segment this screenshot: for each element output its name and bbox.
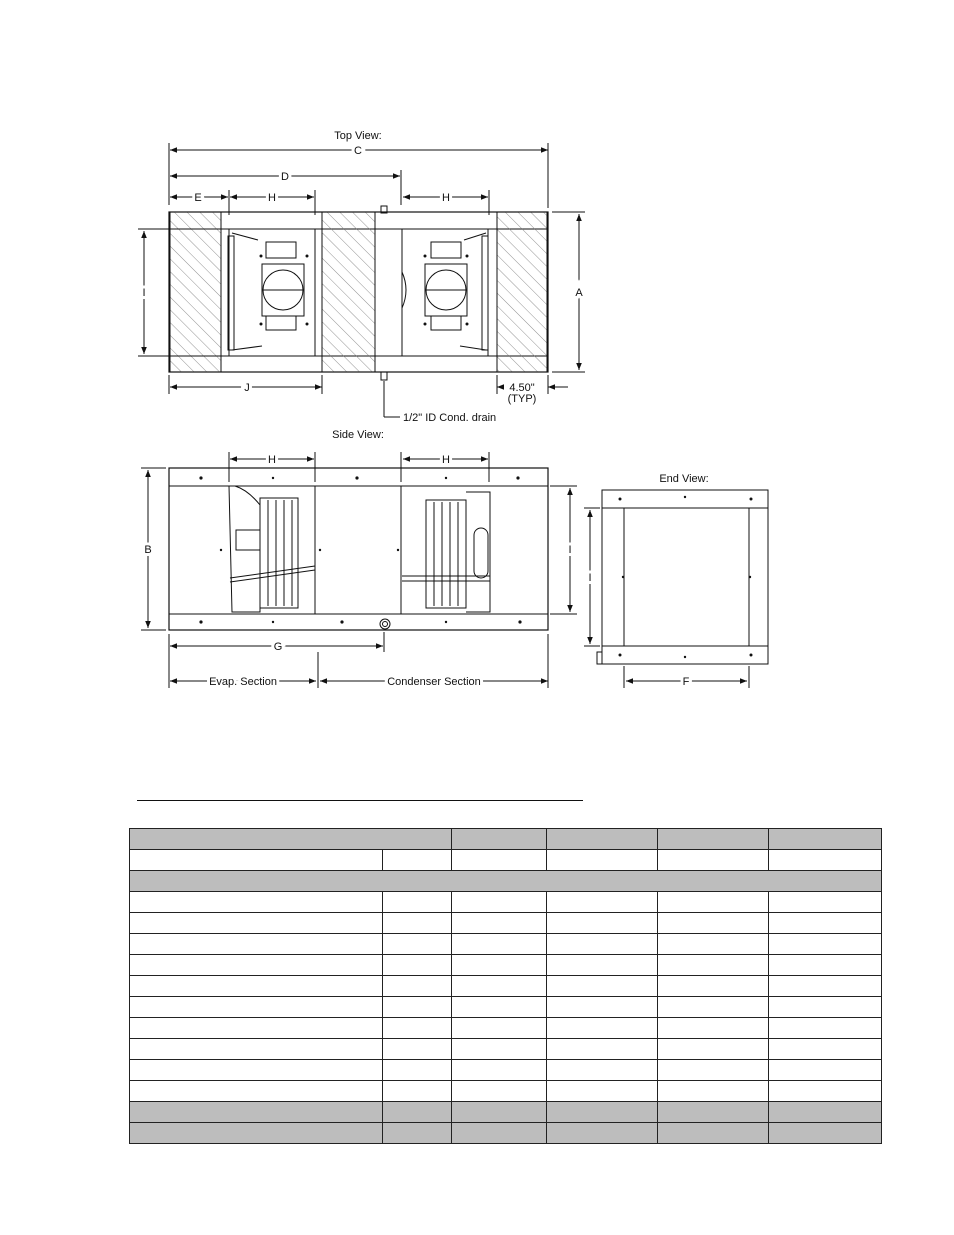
table-cell <box>769 976 882 997</box>
table-cell <box>769 892 882 913</box>
table-cell <box>658 1060 769 1081</box>
table-cell <box>452 934 547 955</box>
dim-d-label: D <box>281 171 289 183</box>
table-cell <box>547 913 658 934</box>
end-view <box>584 490 768 688</box>
table-cell <box>547 1102 658 1123</box>
table-cell <box>130 829 452 850</box>
table-cell <box>383 1081 452 1102</box>
table-cell <box>383 1039 452 1060</box>
table-cell <box>452 1123 547 1144</box>
table-row <box>130 1102 882 1123</box>
table-cell <box>658 1102 769 1123</box>
table-cell <box>547 997 658 1018</box>
table-cell <box>130 1039 383 1060</box>
table-cell <box>769 997 882 1018</box>
table-cell <box>383 955 452 976</box>
table-cell <box>769 934 882 955</box>
table-cell <box>383 1060 452 1081</box>
section-divider-rule <box>137 800 583 801</box>
dim-h-label: H <box>268 192 276 204</box>
dim-i-label: I <box>588 572 592 584</box>
table-cell <box>547 892 658 913</box>
table-cell <box>769 829 882 850</box>
table-cell <box>383 850 452 871</box>
dim-h-label: H <box>442 454 450 466</box>
top-view <box>138 143 585 417</box>
table-cell <box>130 934 383 955</box>
dimension-table-body <box>130 829 882 1144</box>
table-cell <box>658 934 769 955</box>
table-cell <box>452 829 547 850</box>
table-cell <box>769 1039 882 1060</box>
evap-section-label: Evap. Section <box>209 676 277 688</box>
table-cell <box>547 1039 658 1060</box>
condenser-section-label: Condenser Section <box>387 676 481 688</box>
dim-h-label: H <box>442 192 450 204</box>
table-row <box>130 892 882 913</box>
side-view <box>141 452 577 688</box>
table-cell <box>383 997 452 1018</box>
table-cell <box>130 1123 383 1144</box>
table-cell <box>130 1018 383 1039</box>
table-cell <box>130 976 383 997</box>
dim-g-label: G <box>273 641 283 653</box>
table-cell <box>452 1018 547 1039</box>
typ-dim-value: 4.50" <box>509 382 535 394</box>
table-cell <box>547 934 658 955</box>
condenser-coil-hatch <box>497 212 547 372</box>
table-cell <box>383 976 452 997</box>
table-cell <box>769 1081 882 1102</box>
dim-i-label: I <box>568 544 572 556</box>
table-cell <box>547 1081 658 1102</box>
table-cell <box>383 913 452 934</box>
dim-f-label: F <box>682 676 690 688</box>
table-cell <box>130 871 882 892</box>
table-cell <box>383 1102 452 1123</box>
table-cell <box>658 1123 769 1144</box>
top-view-title: Top View: <box>334 130 382 142</box>
table-cell <box>130 913 383 934</box>
table-row <box>130 871 882 892</box>
table-cell <box>658 1039 769 1060</box>
table-cell <box>383 1018 452 1039</box>
table-cell <box>769 1018 882 1039</box>
dimension-table <box>129 828 882 1144</box>
table-cell <box>658 976 769 997</box>
table-cell <box>452 1060 547 1081</box>
table-cell <box>769 955 882 976</box>
dim-c-label: C <box>354 145 362 157</box>
dim-h-label: H <box>268 454 276 466</box>
table-cell <box>452 850 547 871</box>
end-view-title: End View: <box>659 473 709 485</box>
table-row <box>130 934 882 955</box>
divider-hatch <box>322 212 375 372</box>
table-cell <box>658 1081 769 1102</box>
table-cell <box>769 913 882 934</box>
table-cell <box>452 892 547 913</box>
dim-j-label: J <box>244 382 250 394</box>
typ-dim-note: (TYP) <box>507 393 537 405</box>
table-cell <box>547 955 658 976</box>
table-cell <box>130 955 383 976</box>
table-row <box>130 976 882 997</box>
table-cell <box>658 955 769 976</box>
table-row <box>130 997 882 1018</box>
table-cell <box>658 892 769 913</box>
table-cell <box>547 1060 658 1081</box>
table-row <box>130 1123 882 1144</box>
table-cell <box>547 850 658 871</box>
table-cell <box>658 1018 769 1039</box>
table-cell <box>383 934 452 955</box>
table-cell <box>130 892 383 913</box>
dim-i-label: I <box>142 287 146 299</box>
table-cell <box>769 1060 882 1081</box>
table-row <box>130 850 882 871</box>
table-cell <box>547 976 658 997</box>
table-cell <box>383 892 452 913</box>
side-evap-fan-icon <box>229 486 315 612</box>
table-cell <box>547 1018 658 1039</box>
table-row <box>130 1060 882 1081</box>
table-cell <box>452 976 547 997</box>
side-view-title: Side View: <box>332 429 384 441</box>
table-cell <box>452 1102 547 1123</box>
dim-e-label: E <box>194 192 202 204</box>
table-row <box>130 1081 882 1102</box>
table-cell <box>547 1123 658 1144</box>
side-condenser-fan-icon <box>402 492 490 612</box>
dim-b-label: B <box>144 544 152 556</box>
dim-a-label: A <box>575 287 583 299</box>
table-row <box>130 1018 882 1039</box>
table-cell <box>452 955 547 976</box>
evap-coil-hatch <box>170 212 221 372</box>
table-row <box>130 955 882 976</box>
table-cell <box>658 913 769 934</box>
table-cell <box>452 1081 547 1102</box>
table-cell <box>547 829 658 850</box>
table-cell <box>769 850 882 871</box>
table-cell <box>130 1060 383 1081</box>
table-cell <box>452 913 547 934</box>
cond-drain-label: 1/2" ID Cond. drain <box>403 412 497 424</box>
table-row <box>130 829 882 850</box>
table-cell <box>130 1102 383 1123</box>
table-cell <box>658 997 769 1018</box>
table-cell <box>658 829 769 850</box>
table-cell <box>769 1102 882 1123</box>
table-cell <box>130 1081 383 1102</box>
table-cell <box>130 850 383 871</box>
table-cell <box>658 850 769 871</box>
table-cell <box>383 1123 452 1144</box>
table-cell <box>130 997 383 1018</box>
table-cell <box>452 1039 547 1060</box>
table-row <box>130 1039 882 1060</box>
table-row <box>130 913 882 934</box>
table-cell <box>769 1123 882 1144</box>
table-cell <box>452 997 547 1018</box>
